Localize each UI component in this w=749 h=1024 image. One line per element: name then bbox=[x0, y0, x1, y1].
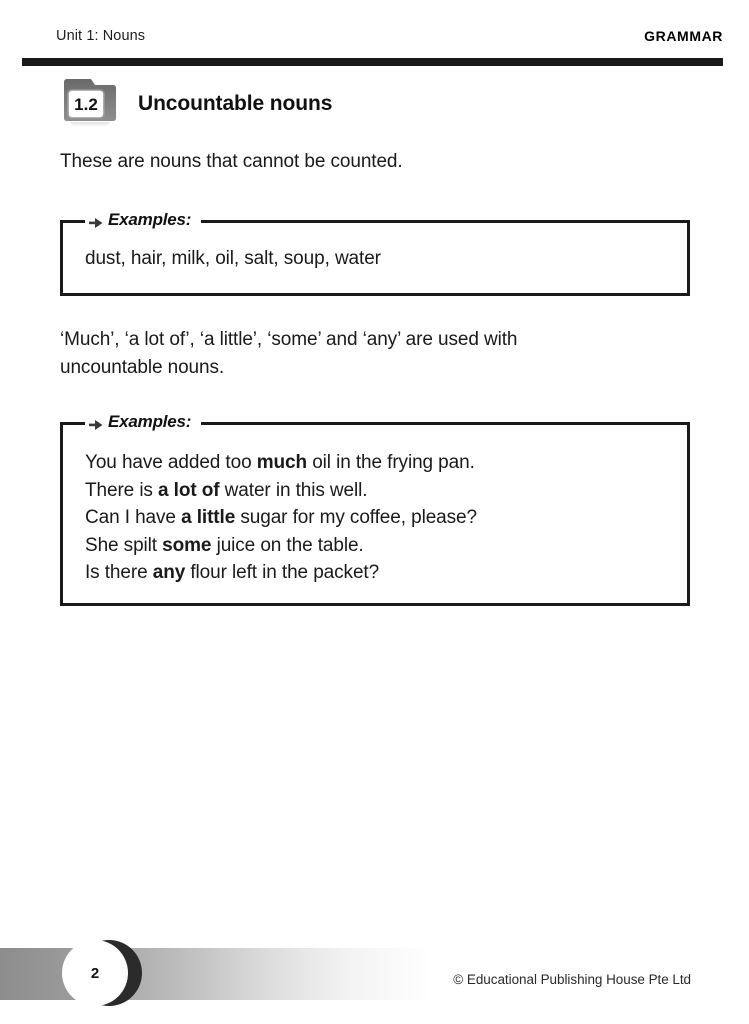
header-unit-label: Unit 1: Nouns bbox=[56, 28, 146, 44]
quantifier-paragraph-last: uncountable nouns. bbox=[60, 357, 225, 378]
quantifier-paragraph-main: ‘Much’, ‘a lot of’, ‘a little’, ‘some’ and ‘any’ are used with bbox=[60, 329, 518, 350]
example-sentence bbox=[85, 449, 477, 477]
quantifier-highlight: some bbox=[162, 534, 212, 556]
sentence-text-after: flour left in the packet? bbox=[185, 562, 380, 583]
quantifier-highlight: a little bbox=[181, 507, 236, 528]
sentence-text-after: oil in the frying pan. bbox=[307, 452, 475, 473]
example-sentence bbox=[85, 559, 477, 587]
sentence-text-before: There is bbox=[85, 479, 159, 501]
page-header bbox=[0, 28, 749, 54]
intro-paragraph: These are nouns that cannot be counted. bbox=[60, 151, 403, 172]
example-box-label bbox=[85, 412, 201, 432]
section-title: Uncountable nouns bbox=[138, 92, 333, 115]
example-box-label bbox=[85, 210, 201, 230]
example-box-label-text: Examples: bbox=[108, 210, 192, 229]
footer-copyright: © Educational Publishing House Pte Ltd bbox=[453, 972, 691, 987]
example-sentence bbox=[85, 477, 477, 505]
example-sentence-list bbox=[85, 449, 477, 587]
arrow-right-icon bbox=[89, 416, 103, 428]
page-number-text: 2 bbox=[90, 964, 100, 982]
folder-tab-icon bbox=[60, 76, 122, 128]
uncountable-noun-list: dust, hair, milk, oil, salt, soup, water bbox=[85, 248, 381, 269]
sentence-text-after: sugar for my coffee, please? bbox=[235, 507, 477, 528]
quantifier-highlight: any bbox=[152, 562, 186, 583]
example-sentence bbox=[85, 532, 477, 560]
example-box-nouns bbox=[60, 210, 690, 296]
sentence-text-before: Is there bbox=[85, 562, 153, 583]
sentence-text-after: juice on the table. bbox=[211, 534, 364, 556]
example-box-sentences bbox=[60, 412, 690, 606]
sentence-text-after: water in this well. bbox=[219, 479, 368, 501]
sentence-text-before: Can I have bbox=[85, 507, 182, 528]
arrow-right-icon bbox=[89, 214, 103, 226]
example-sentence bbox=[85, 504, 477, 532]
sentence-text-before: She spilt bbox=[85, 534, 163, 556]
header-divider-rule bbox=[22, 58, 723, 66]
quantifier-highlight: a lot of bbox=[158, 479, 220, 501]
example-box-label-text: Examples: bbox=[108, 412, 192, 431]
quantifier-highlight: much bbox=[256, 452, 308, 473]
quantifier-paragraph bbox=[60, 326, 692, 382]
example-box-content bbox=[85, 245, 381, 273]
page-number-badge bbox=[58, 938, 136, 1012]
sentence-text-before: You have added too bbox=[85, 452, 257, 473]
section-number-text: 1.2 bbox=[74, 95, 98, 114]
page-number-circle bbox=[62, 940, 128, 1006]
header-subject-label: GRAMMAR bbox=[644, 28, 723, 44]
